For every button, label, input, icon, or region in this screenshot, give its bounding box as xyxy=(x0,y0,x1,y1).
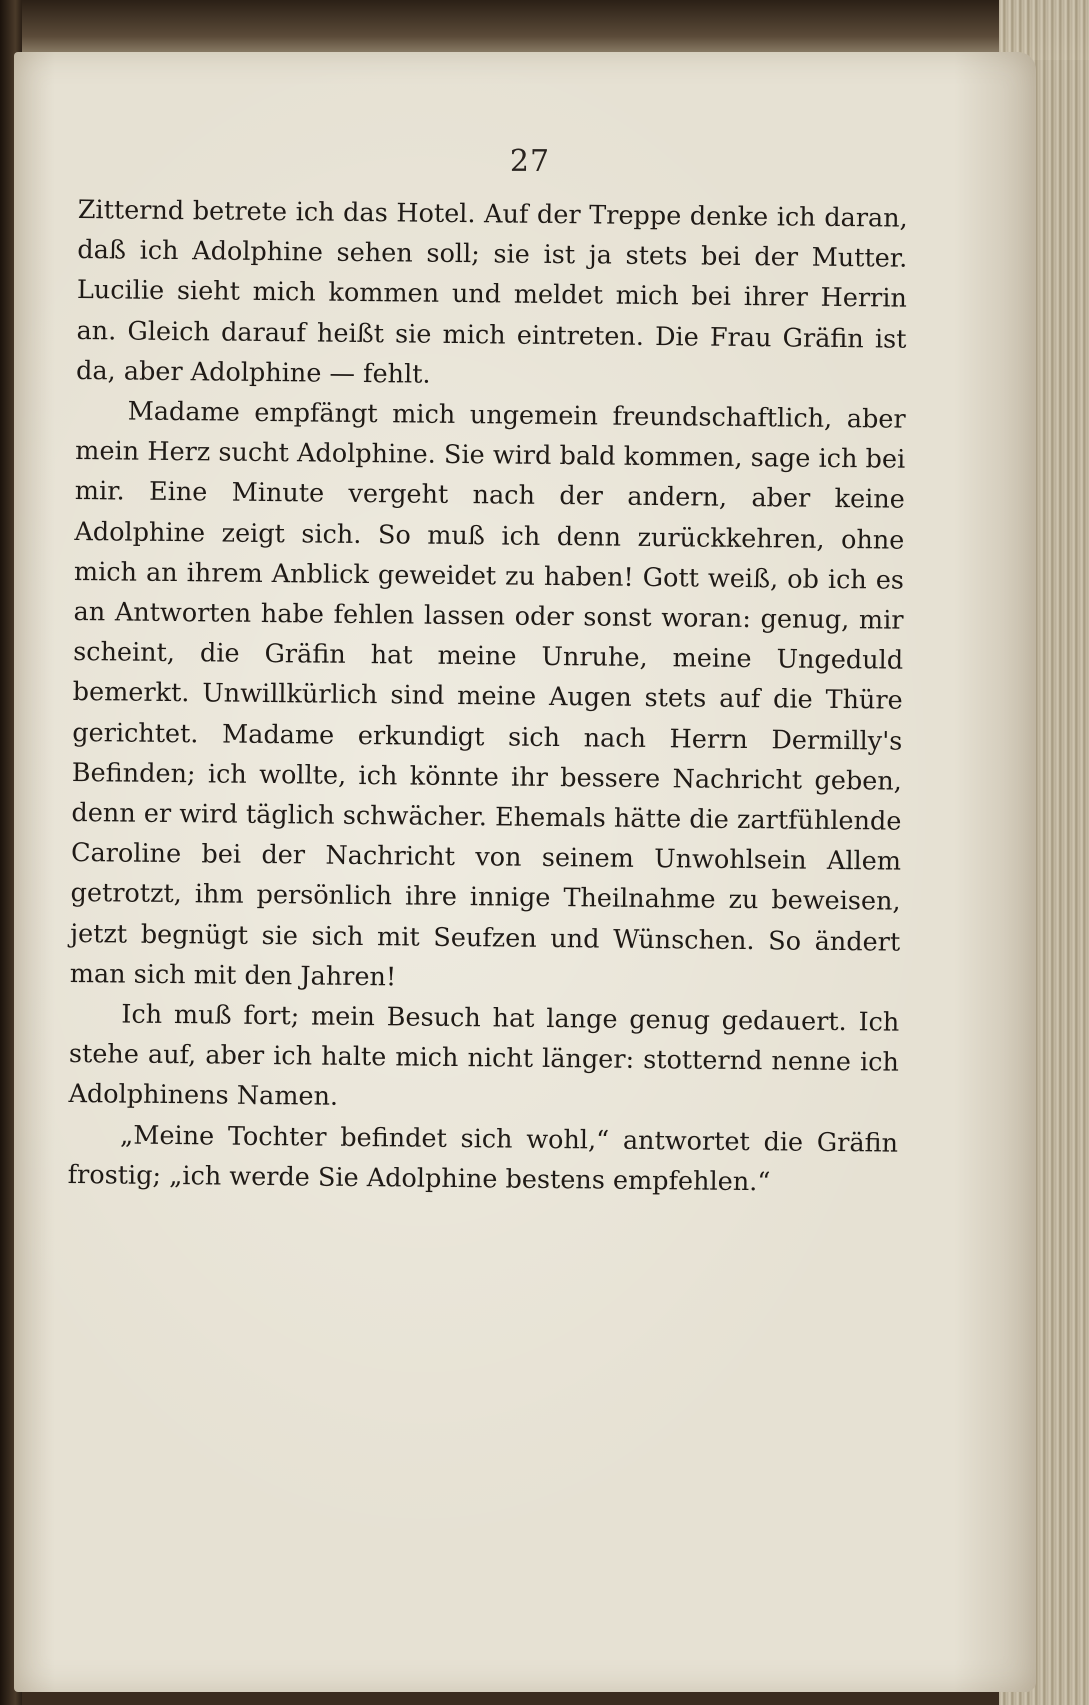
paragraph-1: Zitternd betrete ich das Hotel. Auf der Treppe denke ich daran, daß ich Adolphine sehen soll; sie ist ja stets bei der Mutter. Lucilie sieht mich kommen und meldet mich bei ihrer Herrin an. Gleich darauf heißt sie mich eintreten. Die Frau Gräfin ist da, aber Adolphine — fehlt. xyxy=(75,194,908,390)
paragraph-2: Madame empfängt mich ungemein freundschaftlich, aber mein Herz sucht Adolphine. Sie wird bald kommen, sage ich bei mir. Eine Minute vergeht nach der andern, aber keine Adolphine zeigt sich. So muß ich denn zurückkehren, ohne mich an ihrem Anblick geweidet zu haben! Gott weiß, ob ich es an Antworten habe fehlen lassen oder sonst woran: genug, mir scheint, die Gräfin hat meine Unruhe, meine Ungeduld bemerkt. Unwillkürlich sind meine Augen stets auf die Thüre gerichtet. Madame erkundigt sich nach Herrn Dermilly's Befinden; ich wollte, ich könnte ihr bessere Nachricht geben, denn er wird täglich schwächer. Ehemals hätte die zartfühlende Caroline bei der Nachricht von seinem Unwohlsein Allem getrotzt, ihm persönlich ihre innige Theilnahme zu beweisen, jetzt begnügt sie sich mit Seufzen und Wünschen. So ändert man sich mit den Jahren! xyxy=(69,396,906,993)
page-number: 27 xyxy=(509,144,551,179)
paragraph-4: „Meine Tochter befindet sich wohl,“ antwortet die Gräfin frostig; „ich werde Sie Adolphine bestens empfehlen.“ xyxy=(67,1120,899,1198)
book-page xyxy=(14,52,1036,1692)
book-top-edge xyxy=(0,0,1089,60)
page-text xyxy=(67,190,907,1204)
paragraph-3: Ich muß fort; mein Besuch hat lange genug gedauert. Ich stehe auf, aber ich halte mich nicht länger: stotternd nenne ich Adolphinens Namen. xyxy=(68,999,900,1113)
